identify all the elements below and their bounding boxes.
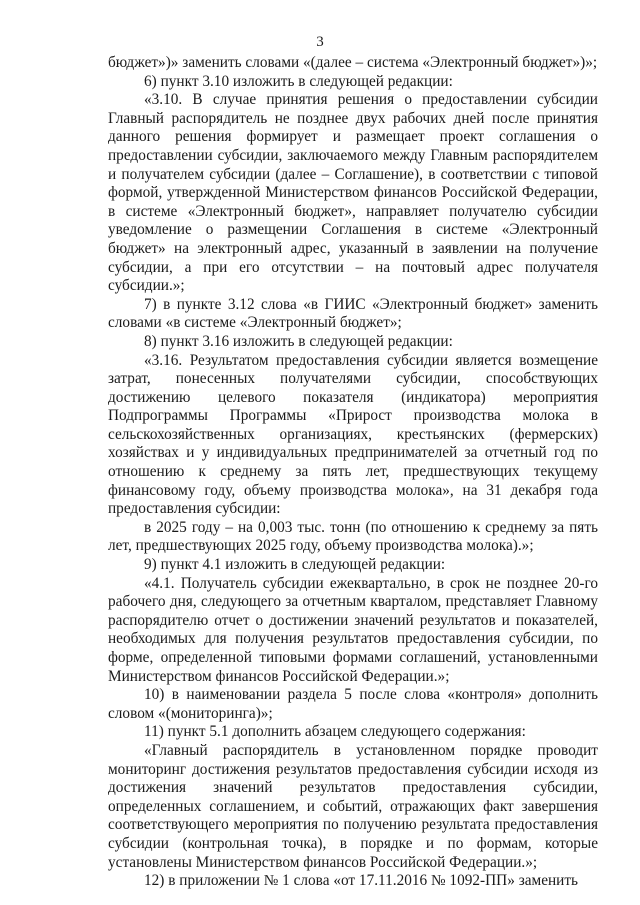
paragraph-item-9: 9) пункт 4.1 изложить в следующей редакции: xyxy=(144,556,446,574)
paragraph-item-10: 10) в наименовании раздела 5 после слова «контроля» дополнить словом «(мониторинга)»; xyxy=(108,686,598,722)
paragraph-clause-3-10: «3.10. В случае принятия решения о предоставлении субсидии Главный распорядитель не позднее двух рабочих дней после принятия данного решения формирует и размещает проект соглашения о предоставлении субсидии, заключаемого между Главным распорядителем и получателем субсидии (далее – Соглашение), в соответствии с типовой формой, утвержденной Министерством финансов Российской Федерации, в системе «Электронный бюджет», направляет получателю субсидии уведомление о размещении Соглашения в системе «Электронный бюджет» на электронный адрес, указанный в заявлении на получение субсидии, а при его отсутствии – на почтовый адрес получателя субсидии.»; xyxy=(108,91,598,295)
page-number: 3 xyxy=(316,34,324,50)
paragraph-item-11: 11) пункт 5.1 дополнить абзацем следующего содержания: xyxy=(144,723,526,741)
document-body xyxy=(108,54,598,891)
paragraph-item-12: 12) в приложении № 1 слова «от 17.11.2016 № 1092-ПП» заменить xyxy=(144,872,579,890)
paragraph-target-2025: в 2025 году – на 0,003 тыс. тонн (по отношению к среднему за пять лет, предшествующих 2025 году, объему производства молока).»; xyxy=(108,518,598,555)
paragraph-item-6: 6) пункт 3.10 изложить в следующей редакции: xyxy=(144,72,453,90)
paragraph-item-7: 7) в пункте 3.12 слова «в ГИИС «Электронный бюджет» заменить словами «в системе «Электронный бюджет»; xyxy=(108,295,598,332)
paragraph-continuation: бюджет»)» заменить словами «(далее – система «Электронный бюджет»)»; xyxy=(108,54,598,71)
paragraph-clause-4-1: «4.1. Получатель субсидии ежеквартально, в срок не позднее 20-го рабочего дня, следующего за отчетным кварталом, представляет Главному распорядителю отчет о достижении значений результатов и показателей, необходимых для получения результатов предоставления субсидии, по форме, определенной типовыми формами соглашений, установленными Министерством финансов Российской Федерации.»; xyxy=(108,574,598,685)
paragraph-item-8: 8) пункт 3.16 изложить в следующей редакции: xyxy=(144,332,453,350)
paragraph-monitoring: «Главный распорядитель в установленном порядке проводит мониторинг достижения результатов предоставления субсидии исходя из достижения значений результатов предоставления субсидии, определенных соглашением, и событий, отражающих факт завершения соответствующего мероприятия по получению результата предоставления субсидии (контрольная точка), в порядке и по формам, которые установлены Министерством финансов Российской Федерации.»; xyxy=(108,741,598,871)
paragraph-clause-3-16: «3.16. Результатом предоставления субсидии является возмещение затрат, понесенных получателями субсидии, способствующих достижению целевого показателя (индикатора) мероприятия Подпрограммы Программы «Прирост производства молока в сельскохозяйственных организациях, крестьянских (фермерских) хозяйствах и у индивидуальных предпринимателей за отчетный год по отношению к среднему за пять лет, предшествующих текущему финансовому году, объему производства молока», на 31 декабря года предоставления субсидии: xyxy=(108,351,598,518)
